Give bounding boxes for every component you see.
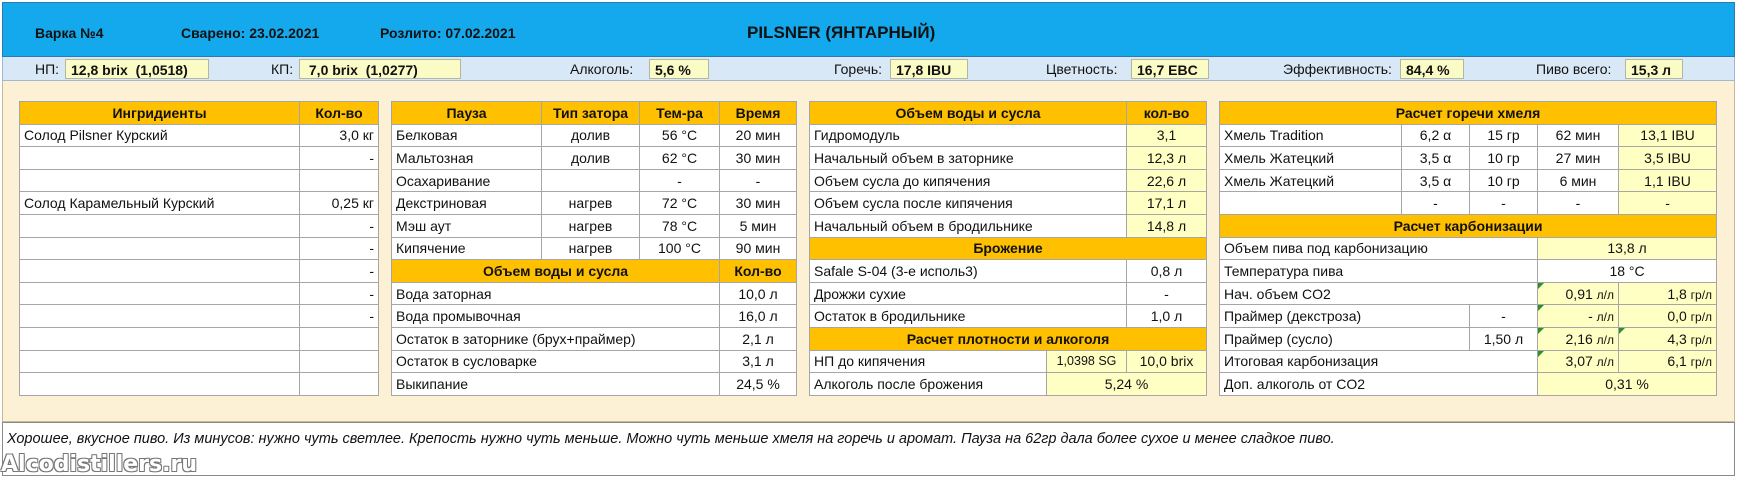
hop-alpha[interactable]: 3,5 α: [1402, 169, 1470, 192]
mash-temp[interactable]: -: [640, 169, 720, 192]
mash-step[interactable]: Белковая: [392, 124, 542, 147]
ingredient-name[interactable]: [20, 237, 300, 260]
hop-name[interactable]: Хмель Tradition: [1220, 124, 1402, 147]
ferm-value[interactable]: 0,8 л: [1127, 260, 1207, 283]
carb-extra-alcohol-label: Доп. алкоголь от CO2: [1220, 373, 1538, 396]
carb-co2-label: Нач. объем CO2: [1220, 282, 1538, 305]
hop-weight[interactable]: 10 гр: [1470, 169, 1538, 192]
volume-value[interactable]: 17,1 л: [1127, 192, 1207, 215]
color-label: Цветность:: [1046, 61, 1118, 77]
table-row: [1220, 373, 1717, 396]
mash-time[interactable]: 30 мин: [720, 192, 797, 215]
table-row: [1220, 282, 1717, 305]
ingredient-name[interactable]: [20, 214, 300, 237]
volume-item[interactable]: Гидромодуль: [810, 124, 1127, 147]
og-value[interactable]: 12,8 brix (1,0518): [65, 59, 209, 79]
ferm-item[interactable]: Остаток в бродильнике: [810, 305, 1127, 328]
carb-co2-g[interactable]: 1,8 гр/л: [1619, 282, 1717, 305]
mash-type[interactable]: долив: [542, 147, 640, 170]
ferm-item[interactable]: Дрожжи сухие: [810, 282, 1127, 305]
table-row: [810, 373, 1207, 396]
abv-value[interactable]: 5,6 %: [649, 59, 709, 79]
carb-temp-label: Температура пива: [1220, 260, 1538, 283]
carb-dextrose-vol[interactable]: - л/л: [1538, 305, 1619, 328]
header-bar: [2, 2, 1735, 57]
mash-time[interactable]: 30 мин: [720, 147, 797, 170]
fermentation-header: Брожение: [810, 237, 1207, 260]
table-row: [810, 214, 1207, 237]
ingredient-qty[interactable]: -: [300, 260, 379, 283]
gravity-abv-label: Алкоголь после брожения: [810, 373, 1047, 396]
mash-pause-header: Пауза: [392, 102, 542, 125]
carbonation-header: Расчет карбонизации: [1220, 214, 1717, 237]
stats-bar: [2, 57, 1735, 81]
carb-wort-vol[interactable]: 2,16 л/л: [1538, 327, 1619, 350]
ingredients-table: [19, 101, 379, 396]
mash-temp[interactable]: 62 °С: [640, 147, 720, 170]
hop-ibu[interactable]: -: [1619, 192, 1717, 215]
carb-volume-value[interactable]: 13,8 л: [1538, 237, 1717, 260]
carb-total-vol[interactable]: 3,07 л/л: [1538, 350, 1619, 373]
ferm-value[interactable]: -: [1127, 282, 1207, 305]
gravity-header: Расчет плотности и алкоголя: [810, 327, 1207, 350]
ingredient-qty[interactable]: 3,0 кг: [300, 124, 379, 147]
notes-box[interactable]: [2, 422, 1735, 476]
mash-temp[interactable]: 100 °С: [640, 237, 720, 260]
ingredient-qty[interactable]: -: [300, 305, 379, 328]
total-beer-value[interactable]: 15,3 л: [1625, 59, 1683, 79]
ingredient-name[interactable]: [20, 147, 300, 170]
volume-item[interactable]: Начальный объем в бродильнике: [810, 214, 1127, 237]
hop-name[interactable]: [1220, 192, 1402, 215]
hop-time[interactable]: 27 мин: [1538, 147, 1619, 170]
ingredient-qty[interactable]: -: [300, 214, 379, 237]
mash-step[interactable]: Декстриновая: [392, 192, 542, 215]
mash-step[interactable]: Кипячение: [392, 237, 542, 260]
water-qty[interactable]: 24,5 %: [720, 373, 797, 396]
volume-qty-header: кол-во: [1127, 102, 1207, 125]
carb-temp-value[interactable]: 18 °С: [1538, 260, 1717, 283]
water-item[interactable]: Остаток в заторнике (брух+праймер): [392, 327, 720, 350]
ingredient-name[interactable]: [20, 260, 300, 283]
table-row: [392, 327, 797, 350]
hop-time[interactable]: 6 мин: [1538, 169, 1619, 192]
og-label: НП:: [35, 61, 60, 77]
table-row: [810, 260, 1207, 283]
hop-alpha[interactable]: 3,5 α: [1402, 147, 1470, 170]
hop-time[interactable]: 62 мин: [1538, 124, 1619, 147]
table-row: [1220, 147, 1717, 170]
table-row: [1220, 192, 1717, 215]
table-row: [810, 350, 1207, 373]
table-row: [810, 192, 1207, 215]
mash-type[interactable]: нагрев: [542, 192, 640, 215]
table-row: [392, 214, 797, 237]
mash-type[interactable]: [542, 169, 640, 192]
carb-co2-vol[interactable]: 0,91 л/л: [1538, 282, 1619, 305]
mash-type[interactable]: нагрев: [542, 237, 640, 260]
table-row: [1220, 169, 1717, 192]
ingredient-name[interactable]: [20, 327, 300, 350]
water-qty[interactable]: 2,1 л: [720, 327, 797, 350]
color-value[interactable]: 16,7 EBC: [1131, 59, 1209, 79]
table-row: [392, 237, 797, 260]
mash-water-qty-header: Кол-во: [720, 260, 797, 283]
mash-time[interactable]: -: [720, 169, 797, 192]
efficiency-label: Эффективность:: [1283, 61, 1392, 77]
volume-header: Объем воды и сусла: [810, 102, 1127, 125]
table-row: [810, 169, 1207, 192]
mash-step[interactable]: Мэш аут: [392, 214, 542, 237]
ingredient-name[interactable]: [20, 282, 300, 305]
recipe-body: [2, 81, 1735, 422]
ingredient-name[interactable]: [20, 373, 300, 396]
batch-number: Варка №4: [35, 25, 104, 41]
volume-item[interactable]: Объем сусла до кипячения: [810, 169, 1127, 192]
carb-dextrose-label: Праймер (декстроза): [1220, 305, 1470, 328]
mash-type[interactable]: нагрев: [542, 214, 640, 237]
water-item[interactable]: Остаток в сусловарке: [392, 350, 720, 373]
table-row: [20, 214, 379, 237]
fg-label: КП:: [271, 61, 294, 77]
water-qty[interactable]: 16,0 л: [720, 305, 797, 328]
total-beer-label: Пиво всего:: [1536, 61, 1612, 77]
table-row: [1220, 124, 1717, 147]
watermark-logo: Alcodistillers.ru: [1, 452, 197, 477]
mash-time[interactable]: 20 мин: [720, 124, 797, 147]
hop-alpha[interactable]: 6,2 α: [1402, 124, 1470, 147]
hop-weight[interactable]: 15 гр: [1470, 124, 1538, 147]
water-qty[interactable]: 3,1 л: [720, 350, 797, 373]
table-row: [20, 237, 379, 260]
table-row: [392, 282, 797, 305]
mash-step[interactable]: Мальтозная: [392, 147, 542, 170]
mash-step[interactable]: Осахаривание: [392, 169, 542, 192]
table-row: [392, 373, 797, 396]
mash-time-header: Время: [720, 102, 797, 125]
table-row: [392, 169, 797, 192]
ingredient-qty[interactable]: [300, 327, 379, 350]
table-row: [1220, 350, 1717, 373]
table-row: [1220, 237, 1717, 260]
brewed-date: Сварено: 23.02.2021: [181, 25, 320, 41]
gravity-og-label: НП до кипячения: [810, 350, 1047, 373]
gravity-og-brix[interactable]: 10,0 brix: [1127, 350, 1207, 373]
water-item[interactable]: Вода заторная: [392, 282, 720, 305]
ingredient-qty[interactable]: [300, 350, 379, 373]
hop-alpha[interactable]: -: [1402, 192, 1470, 215]
table-row: [392, 147, 797, 170]
hop-weight[interactable]: -: [1470, 192, 1538, 215]
table-row: [20, 350, 379, 373]
carb-wort-label: Праймер (сусло): [1220, 327, 1470, 350]
carb-total-g[interactable]: 6,1 гр/л: [1619, 350, 1717, 373]
table-row: [1220, 260, 1717, 283]
table-row: [392, 192, 797, 215]
table-row: [20, 192, 379, 215]
water-item[interactable]: Выкипание: [392, 373, 720, 396]
table-row: [20, 373, 379, 396]
ingredient-qty[interactable]: -: [300, 282, 379, 305]
volume-value[interactable]: 22,6 л: [1127, 169, 1207, 192]
ingredient-qty[interactable]: [300, 373, 379, 396]
table-row: [20, 147, 379, 170]
hop-name[interactable]: Хмель Жатецкий: [1220, 169, 1402, 192]
ingredient-qty[interactable]: -: [300, 147, 379, 170]
carb-extra-alcohol-value[interactable]: 0,31 %: [1538, 373, 1717, 396]
table-row: [1220, 305, 1717, 328]
ferm-value[interactable]: 1,0 л: [1127, 305, 1207, 328]
table-row: [20, 260, 379, 283]
mash-type-header: Тип затора: [542, 102, 640, 125]
carb-dextrose-g[interactable]: 0,0 гр/л: [1619, 305, 1717, 328]
gravity-abv-value[interactable]: 5,24 %: [1047, 373, 1207, 396]
mash-water-header: Объем воды и сусла: [392, 260, 720, 283]
notes-text: Хорошее, вкусное пиво. Из минусов: нужно чуть светлее. Крепость нужно чуть меньше. Можно чуть меньше хмеля на горечь и аромат. Пауза на 62гр дала более сухое и менее сладкое пиво.: [7, 431, 1335, 447]
hop-name[interactable]: Хмель Жатецкий: [1220, 147, 1402, 170]
ingredients-qty-header: Кол-во: [300, 102, 379, 125]
ingredient-qty[interactable]: -: [300, 237, 379, 260]
mash-time[interactable]: 5 мин: [720, 214, 797, 237]
ingredient-name[interactable]: [20, 305, 300, 328]
mash-time[interactable]: 90 мин: [720, 237, 797, 260]
hop-ibu[interactable]: 1,1 IBU: [1619, 169, 1717, 192]
ingredient-name[interactable]: Солод Карамельный Курский: [20, 192, 300, 215]
carb-wort-amount[interactable]: 1,50 л: [1470, 327, 1538, 350]
ibu-value[interactable]: 17,8 IBU: [890, 59, 968, 79]
table-row: [20, 327, 379, 350]
ibu-label: Горечь:: [834, 61, 883, 77]
water-item[interactable]: Вода промывочная: [392, 305, 720, 328]
mash-type[interactable]: долив: [542, 124, 640, 147]
mash-table: [391, 101, 797, 396]
carb-wort-g[interactable]: 4,3 гр/л: [1619, 327, 1717, 350]
table-row: [1220, 327, 1717, 350]
table-row: [20, 282, 379, 305]
ingredients-header: Ингридиенты: [20, 102, 300, 125]
table-row: [810, 282, 1207, 305]
table-row: [392, 124, 797, 147]
bottled-date: Розлито: 07.02.2021: [380, 25, 516, 41]
ingredient-name[interactable]: Солод Pilsner Курский: [20, 124, 300, 147]
hop-weight[interactable]: 10 гр: [1470, 147, 1538, 170]
table-row: [810, 124, 1207, 147]
mash-temp[interactable]: 56 °С: [640, 124, 720, 147]
hops-header: Расчет горечи хмеля: [1220, 102, 1717, 125]
table-row: [392, 350, 797, 373]
hop-ibu[interactable]: 3,5 IBU: [1619, 147, 1717, 170]
abv-label: Алкоголь:: [570, 61, 634, 77]
carb-volume-label: Объем пива под карбонизацию: [1220, 237, 1538, 260]
water-qty[interactable]: 10,0 л: [720, 282, 797, 305]
volume-value[interactable]: 12,3 л: [1127, 147, 1207, 170]
table-row: [20, 305, 379, 328]
hop-ibu[interactable]: 13,1 IBU: [1619, 124, 1717, 147]
ingredient-qty[interactable]: 0,25 кг: [300, 192, 379, 215]
volume-item[interactable]: Начальный объем в заторнике: [810, 147, 1127, 170]
carb-total-label: Итоговая карбонизация: [1220, 350, 1538, 373]
table-row: [810, 305, 1207, 328]
carb-dextrose-amount[interactable]: -: [1470, 305, 1538, 328]
fg-value[interactable]: 7,0 brix (1,0277): [299, 59, 461, 79]
ferm-item[interactable]: Safale S-04 (3-е исполь3): [810, 260, 1127, 283]
mash-temp-header: Тем-ра: [640, 102, 720, 125]
table-row: [810, 147, 1207, 170]
hops-carb-table: [1219, 101, 1717, 396]
table-row: [20, 124, 379, 147]
volume-value[interactable]: 3,1: [1127, 124, 1207, 147]
table-row: [20, 169, 379, 192]
volume-value[interactable]: 14,8 л: [1127, 214, 1207, 237]
recipe-title: PILSNER (ЯНТАРНЫЙ): [747, 23, 936, 42]
ingredient-name[interactable]: [20, 169, 300, 192]
mash-temp[interactable]: 78 °С: [640, 214, 720, 237]
ingredient-qty[interactable]: [300, 169, 379, 192]
table-row: [392, 305, 797, 328]
volume-item[interactable]: Объем сусла после кипячения: [810, 192, 1127, 215]
mash-temp[interactable]: 72 °С: [640, 192, 720, 215]
gravity-og-sg[interactable]: 1,0398 SG: [1047, 350, 1127, 373]
hop-time[interactable]: -: [1538, 192, 1619, 215]
volume-table: [809, 101, 1207, 396]
efficiency-value[interactable]: 84,4 %: [1400, 59, 1464, 79]
ingredient-name[interactable]: [20, 350, 300, 373]
